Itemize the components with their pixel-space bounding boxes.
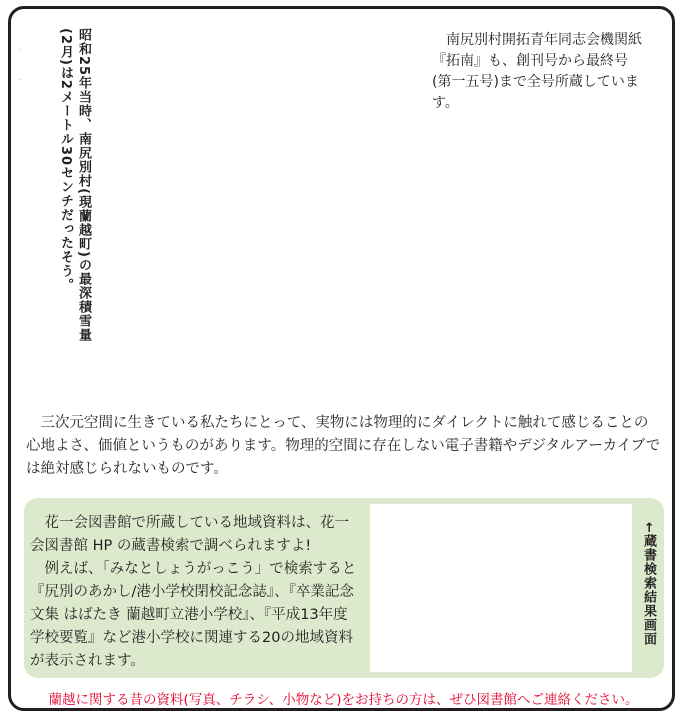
library-info-para-2: 例えば、「みなとしょうがっこう」で検索すると『尻別のあかし/港小学校閉校記念誌』、『卒業記念文集 はばたき 蘭越町立港小学校』、『平成13年度 学校要覧』など港小学校に関連する20の地域資料が表示されます。 [30,561,357,669]
library-info-para-1: 花一会図書館で所蔵している地域資料は、花一会図書館 HP の蔵書検索で調べられますよ! [30,515,349,554]
library-info-text [30,512,358,673]
vertical-caption-line-2: (2月)は2メートル30センチだったそう。 [58,28,73,293]
archive-note [432,30,642,114]
vertical-caption-line-1: 昭和25年当時、南尻別村(現蘭越町)の最深積雪量 [76,28,91,342]
search-result-label: ←蔵書検索結果画面 [641,522,656,646]
search-result-screenshot [370,504,632,672]
archive-note-text: 南尻別村開拓青年同志会機関紙『拓南』も、創刊号から最終号(第一五号)まで全号所蔵しています。 [432,32,642,111]
main-paragraph: 三次元空間に生きている私たちにとって、実物には物理的にダイレクトに触れて感じることの心地よさ、価値というものがあります。物理的空間に存在しない電子書籍やデジタルアーカイブでは絶対感じられないものです。 [26,415,661,477]
margin-marks: . . [20,45,22,82]
contact-footer: 蘭越に関する昔の資料(写真、チラシ、小物など)をお持ちの方は、ぜひ図書館へご連絡ください。 [48,692,639,708]
